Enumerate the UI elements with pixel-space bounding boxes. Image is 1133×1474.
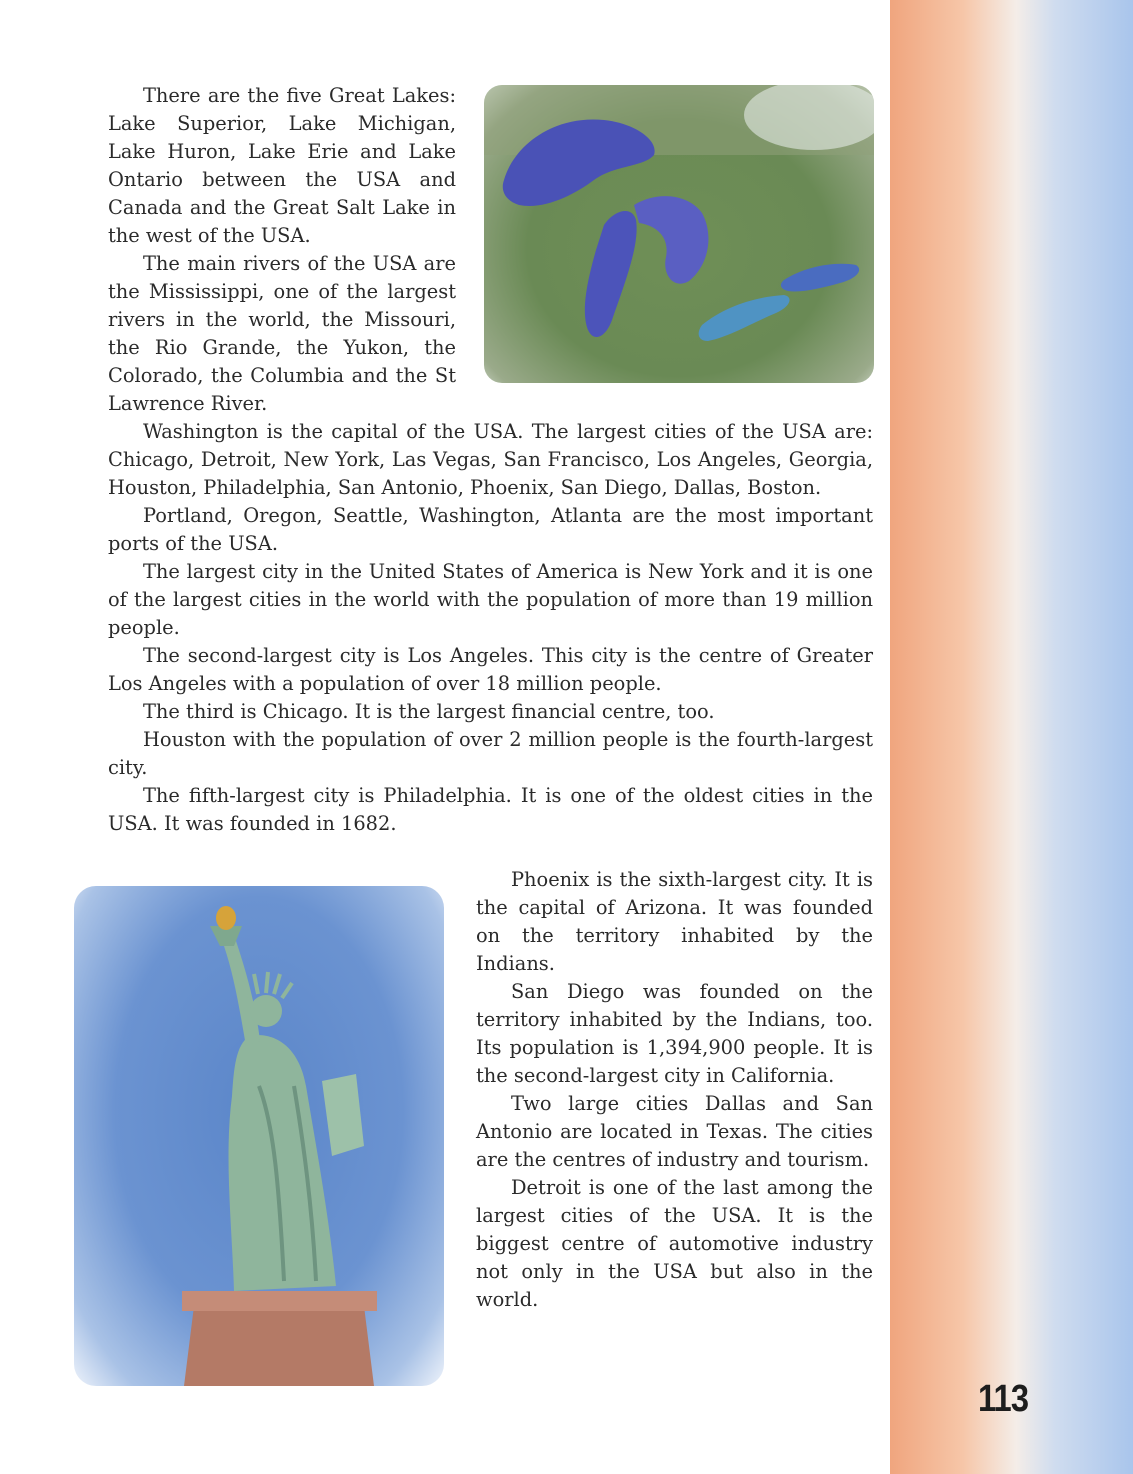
statue-of-liberty-photo bbox=[74, 886, 444, 1386]
paragraph: Portland, Oregon, Seattle, Washington, Atlanta are the most important ports of the USA. bbox=[108, 504, 873, 555]
paragraph: The main rivers of the USA are the Mississippi, one of the largest rivers in the world, the Missouri, the Rio Grande, the Yukon, the Colorado, the Columbia and the St Lawrence River. bbox=[108, 252, 456, 415]
statue-of-liberty-icon bbox=[74, 886, 444, 1386]
paragraph: The largest city in the United States of America is New York and it is one of the largest cities in the world with the population of more than 19 million people. bbox=[108, 560, 873, 639]
page-number: 113 bbox=[978, 1378, 1029, 1420]
paragraph: Phoenix is the sixth-largest city. It is the capital of Arizona. It was founded on the territory inhabited by the Indians. bbox=[476, 868, 873, 975]
paragraph: The second-largest city is Los Angeles. This city is the centre of Greater Los Angeles with a population of over 18 million people. bbox=[108, 644, 873, 695]
paragraph: Two large cities Dallas and San Antonio are located in Texas. The cities are the centres of industry and tourism. bbox=[476, 1092, 873, 1171]
decorative-side-band bbox=[890, 0, 1133, 1474]
paragraph: There are the five Great Lakes: Lake Superior, Lake Michigan, Lake Huron, Lake Erie and Lake Ontario between the USA and Canada and the Great Salt Lake in the west of the USA. bbox=[108, 84, 456, 247]
text-block-cities bbox=[108, 418, 873, 838]
paragraph: Detroit is one of the last among the largest cities of the USA. It is the biggest centre of automotive industry not only in the USA but also in the world. bbox=[476, 1176, 873, 1311]
paragraph: The fifth-largest city is Philadelphia. It is one of the oldest cities in the USA. It was founded in 1682. bbox=[108, 784, 873, 835]
paragraph: The third is Chicago. It is the largest financial centre, too. bbox=[143, 700, 715, 723]
text-block-great-lakes bbox=[108, 82, 456, 418]
paragraph: San Diego was founded on the territory inhabited by the Indians, too. Its population is 1,394,900 people. It is the second-largest city in California. bbox=[476, 980, 873, 1087]
great-lakes-photo bbox=[484, 85, 874, 383]
great-lakes-satellite-icon bbox=[484, 85, 874, 383]
text-block-other-cities bbox=[476, 866, 873, 1314]
paragraph: Washington is the capital of the USA. The largest cities of the USA are: Chicago, Detroit, New York, Las Vegas, San Francisco, Los Angeles, Georgia, Houston, Philadelphia, San Antonio, Phoenix, San Diego, Dallas, Boston. bbox=[108, 420, 873, 499]
paragraph: Houston with the population of over 2 million people is the fourth-largest city. bbox=[108, 728, 873, 779]
